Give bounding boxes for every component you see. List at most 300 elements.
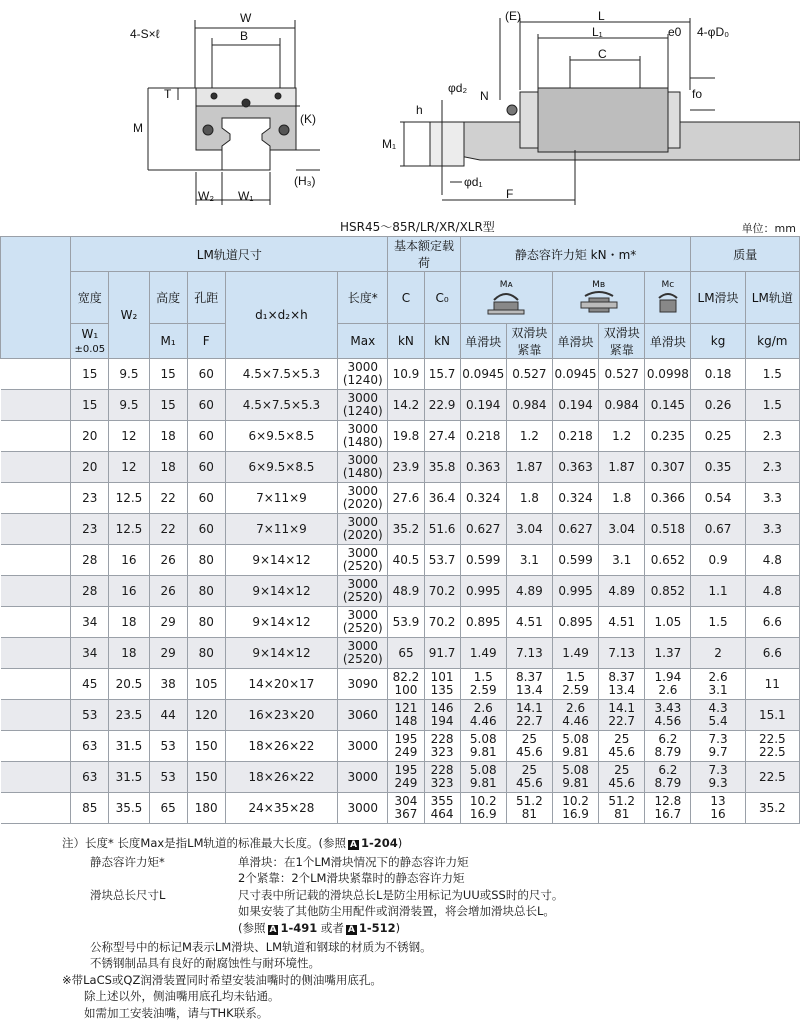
table-cell: 60 — [187, 514, 225, 545]
table-cell: 35.2 — [388, 514, 424, 545]
table-cell: 7×11×9 — [225, 514, 337, 545]
table-cell: 1.2 — [599, 421, 645, 452]
mc-rotation-icon — [653, 290, 683, 316]
model-cell — [1, 359, 71, 390]
table-row — [1, 390, 800, 421]
pitch-header: 孔距 — [187, 272, 225, 324]
label-d0: 4-φD₀ — [697, 25, 730, 39]
table-cell: 60 — [187, 452, 225, 483]
table-cell: 1.5 2.59 — [460, 669, 506, 700]
table-cell: 0.895 — [460, 607, 506, 638]
table-cell: 70.2 — [424, 607, 460, 638]
table-cell: 40.5 — [388, 545, 424, 576]
ma-label: Mᴀ — [499, 279, 513, 290]
table-cell: 85 — [71, 793, 109, 824]
note-block-length-2: 如果安装了其他防尘用配件或润滑装置，将会增加滑块总长L。 — [238, 904, 555, 919]
table-cell: 1.2 — [506, 421, 552, 452]
table-cell: 105 — [187, 669, 225, 700]
ma-rotation-icon — [484, 290, 528, 316]
table-cell: 63 — [71, 762, 109, 793]
block-mass-header: LM滑块 — [691, 272, 745, 324]
table-cell: 3000 (2020) — [338, 514, 388, 545]
width-header: 宽度 — [71, 272, 109, 324]
table-cell: 19.8 — [388, 421, 424, 452]
table-cell: 14.1 22.7 — [506, 700, 552, 731]
table-cell: 1.8 — [506, 483, 552, 514]
model-cell — [1, 607, 71, 638]
note-contact: 如需加工安装油嘴，请与THK联系。 — [84, 1005, 269, 1020]
table-cell: 22.5 22.5 — [745, 731, 799, 762]
table-cell: 16×23×20 — [225, 700, 337, 731]
table-cell: 3000 (1240) — [338, 359, 388, 390]
table-cell: 10.2 16.9 — [460, 793, 506, 824]
mb-single-header: 单滑块 — [552, 324, 598, 359]
table-cell: 53 — [149, 731, 187, 762]
spec-table — [0, 236, 800, 824]
table-cell: 4.8 — [745, 576, 799, 607]
note-block-length: 滑块总长尺寸L 尺寸表中所记载的滑块总长L是防尘用标记为UU或SS时的尺寸。 — [90, 887, 564, 902]
table-cell: 1.37 — [645, 638, 691, 669]
table-cell: 12 — [109, 452, 149, 483]
notes-section — [0, 835, 800, 1022]
w2-header: W₂ — [109, 272, 149, 359]
table-cell: 10.2 16.9 — [552, 793, 598, 824]
model-cell — [1, 576, 71, 607]
table-cell: 3000 (2520) — [338, 607, 388, 638]
table-cell: 12 — [109, 421, 149, 452]
table-cell: 4.3 5.4 — [691, 700, 745, 731]
table-cell: 12.5 — [109, 483, 149, 514]
table-cell: 3000 — [338, 793, 388, 824]
table-cell: 28 — [71, 576, 109, 607]
table-cell: 146 194 — [424, 700, 460, 731]
table-row — [1, 762, 800, 793]
table-cell: 195 249 — [388, 731, 424, 762]
table-cell: 13 16 — [691, 793, 745, 824]
table-cell: 180 — [187, 793, 225, 824]
model-cell — [1, 452, 71, 483]
table-cell: 3000 (1240) — [338, 390, 388, 421]
table-cell: 0.599 — [460, 545, 506, 576]
lm-rail-header: LM轨道尺寸 — [71, 237, 388, 272]
label-f: F — [506, 187, 514, 201]
table-cell: 15 — [71, 359, 109, 390]
table-cell: 0.652 — [645, 545, 691, 576]
table-cell: 27.4 — [424, 421, 460, 452]
table-cell: 31.5 — [109, 762, 149, 793]
table-cell: 6.2 8.79 — [645, 731, 691, 762]
table-cell: 15.1 — [745, 700, 799, 731]
table-cell: 80 — [187, 576, 225, 607]
table-cell: 0.67 — [691, 514, 745, 545]
table-cell: 80 — [187, 607, 225, 638]
table-cell: 3000 (1480) — [338, 421, 388, 452]
table-cell: 25 45.6 — [506, 762, 552, 793]
table-cell: 15 — [71, 390, 109, 421]
note-static-moment-2: 2个紧靠：2个LM滑块紧靠时的静态容许力矩 — [238, 871, 465, 886]
table-cell: 5.08 9.81 — [460, 731, 506, 762]
table-cell: 1.5 2.59 — [552, 669, 598, 700]
table-cell: 91.7 — [424, 638, 460, 669]
table-cell: 2.6 3.1 — [691, 669, 745, 700]
kg-unit-header: kg — [691, 324, 745, 359]
table-cell: 7×11×9 — [225, 483, 337, 514]
table-cell: 9×14×12 — [225, 638, 337, 669]
table-row — [1, 514, 800, 545]
table-cell: 1.49 — [460, 638, 506, 669]
table-body — [1, 359, 800, 824]
c0-header: C₀ — [424, 272, 460, 324]
model-cell — [1, 514, 71, 545]
table-cell: 0.235 — [645, 421, 691, 452]
table-cell: 0.25 — [691, 421, 745, 452]
model-cell — [1, 700, 71, 731]
table-cell: 228 323 — [424, 731, 460, 762]
table-cell: 3000 (2520) — [338, 576, 388, 607]
table-cell: 150 — [187, 731, 225, 762]
table-cell: 4.51 — [599, 607, 645, 638]
table-cell: 1.5 — [745, 359, 799, 390]
table-cell: 7.3 9.3 — [691, 762, 745, 793]
table-cell: 63 — [71, 731, 109, 762]
table-cell: 29 — [149, 638, 187, 669]
table-cell: 82.2 100 — [388, 669, 424, 700]
m1-header: M₁ — [149, 324, 187, 359]
table-cell: 4.51 — [506, 607, 552, 638]
note-lacs: ※带LaCS或QZ润滑装置同时希望安装油嘴时的侧油嘴用底孔。 — [62, 972, 382, 987]
model-cell — [1, 762, 71, 793]
unit-label: 单位：mm — [741, 222, 796, 235]
table-cell: 0.627 — [460, 514, 506, 545]
table-row — [1, 576, 800, 607]
table-cell: 31.5 — [109, 731, 149, 762]
table-cell: 34 — [71, 638, 109, 669]
table-cell: 4.89 — [599, 576, 645, 607]
drawing-svg — [0, 0, 800, 235]
table-cell: 3.43 4.56 — [645, 700, 691, 731]
note-static-moment: 静态容许力矩* 单滑块：在1个LM滑块情况下的静态容许力矩 — [90, 854, 469, 869]
model-cell — [1, 731, 71, 762]
label-b: B — [240, 29, 249, 43]
table-cell: 0.9 — [691, 545, 745, 576]
label-e0: e0 — [668, 25, 682, 39]
table-cell: 1.87 — [599, 452, 645, 483]
table-cell: 0.363 — [460, 452, 506, 483]
label-m: M — [133, 121, 143, 135]
table-cell: 121 148 — [388, 700, 424, 731]
label-d2: φd₂ — [448, 81, 468, 95]
table-cell: 38 — [149, 669, 187, 700]
table-cell: 9.5 — [109, 359, 149, 390]
table-cell: 4.8 — [745, 545, 799, 576]
table-cell: 8.37 13.4 — [599, 669, 645, 700]
table-cell: 22.9 — [424, 390, 460, 421]
ma-double-header: 双滑块紧靠 — [506, 324, 552, 359]
table-cell: 25 45.6 — [599, 731, 645, 762]
table-cell: 0.984 — [506, 390, 552, 421]
mb-rotation-icon — [577, 290, 621, 316]
table-cell: 0.18 — [691, 359, 745, 390]
table-cell: 0.218 — [460, 421, 506, 452]
table-cell: 23 — [71, 483, 109, 514]
table-cell: 1.5 — [745, 390, 799, 421]
table-cell: 27.6 — [388, 483, 424, 514]
table-cell: 10.9 — [388, 359, 424, 390]
table-cell: 0.0998 — [645, 359, 691, 390]
table-cell: 3.1 — [599, 545, 645, 576]
table-cell: 7.13 — [506, 638, 552, 669]
label-fo: fo — [692, 87, 703, 101]
note-block-length-3: (参照 A 1-491 或者 A 1-512) — [238, 920, 401, 935]
table-cell: 6.6 — [745, 607, 799, 638]
model-header-cell — [1, 237, 71, 359]
table-cell: 34 — [71, 607, 109, 638]
table-cell: 65 — [149, 793, 187, 824]
table-cell: 60 — [187, 421, 225, 452]
table-cell: 22 — [149, 483, 187, 514]
c-header: C — [388, 272, 424, 324]
table-cell: 12.5 — [109, 514, 149, 545]
label-w: W — [240, 11, 252, 25]
model-cell — [1, 390, 71, 421]
table-cell: 7.3 9.7 — [691, 731, 745, 762]
table-cell: 0.527 — [599, 359, 645, 390]
table-cell: 65 — [388, 638, 424, 669]
table-cell: 16 — [109, 576, 149, 607]
table-cell: 2.3 — [745, 452, 799, 483]
label-k: (K) — [300, 112, 316, 126]
table-cell: 20 — [71, 421, 109, 452]
table-cell: 6×9.5×8.5 — [225, 421, 337, 452]
table-cell: 1.49 — [552, 638, 598, 669]
table-cell: 8.37 13.4 — [506, 669, 552, 700]
model-cell — [1, 669, 71, 700]
figure-caption: HSR45～85R/LR/XR/XLR型 — [340, 220, 495, 234]
table-row — [1, 421, 800, 452]
table-cell: 35.2 — [745, 793, 799, 824]
table-cell: 70.2 — [424, 576, 460, 607]
table-cell: 53.7 — [424, 545, 460, 576]
table-cell: 12.8 16.7 — [645, 793, 691, 824]
model-cell — [1, 793, 71, 824]
table-cell: 14.2 — [388, 390, 424, 421]
table-cell: 3000 (1480) — [338, 452, 388, 483]
label-e: (E) — [505, 9, 521, 23]
table-row — [1, 359, 800, 390]
table-cell: 80 — [187, 545, 225, 576]
table-row — [1, 607, 800, 638]
table-cell: 24×35×28 — [225, 793, 337, 824]
table-cell: 2.3 — [745, 421, 799, 452]
mb-label: Mʙ — [592, 279, 606, 290]
table-cell: 0.218 — [552, 421, 598, 452]
table-cell: 5.08 9.81 — [460, 762, 506, 793]
table-cell: 4.5×7.5×5.3 — [225, 359, 337, 390]
mb-header — [552, 272, 644, 324]
table-cell: 35.8 — [424, 452, 460, 483]
table-cell: 0.363 — [552, 452, 598, 483]
note-oil-hole: 除上述以外，侧油嘴用底孔均未钻通。 — [84, 989, 280, 1004]
table-row — [1, 452, 800, 483]
label-n: N — [480, 89, 489, 103]
table-cell: 1.8 — [599, 483, 645, 514]
c0-unit-header: kN — [424, 324, 460, 359]
table-cell: 1.94 2.6 — [645, 669, 691, 700]
model-cell — [1, 545, 71, 576]
height-header: 高度 — [149, 272, 187, 324]
table-cell: 23 — [71, 514, 109, 545]
mass-header: 质量 — [691, 237, 800, 272]
model-cell — [1, 421, 71, 452]
table-cell: 36.4 — [424, 483, 460, 514]
table-cell: 80 — [187, 638, 225, 669]
model-cell — [1, 638, 71, 669]
table-cell: 0.895 — [552, 607, 598, 638]
label-w2: W₂ — [198, 189, 214, 203]
table-cell: 3000 (2520) — [338, 638, 388, 669]
table-cell: 101 135 — [424, 669, 460, 700]
table-cell: 53.9 — [388, 607, 424, 638]
f-header: F — [187, 324, 225, 359]
table-cell: 0.995 — [552, 576, 598, 607]
mc-single-header: 单滑块 — [645, 324, 691, 359]
table-cell: 14×20×17 — [225, 669, 337, 700]
table-header — [1, 237, 800, 359]
label-l1: L₁ — [592, 25, 603, 39]
table-cell: 3060 — [338, 700, 388, 731]
table-cell: 3090 — [338, 669, 388, 700]
max-header: Max — [338, 324, 388, 359]
table-cell: 0.599 — [552, 545, 598, 576]
table-cell: 2 — [691, 638, 745, 669]
table-cell: 120 — [187, 700, 225, 731]
table-cell: 4.5×7.5×5.3 — [225, 390, 337, 421]
table-cell: 1.1 — [691, 576, 745, 607]
table-cell: 0.54 — [691, 483, 745, 514]
table-cell: 53 — [149, 762, 187, 793]
ma-single-header: 单滑块 — [460, 324, 506, 359]
table-cell: 0.518 — [645, 514, 691, 545]
table-cell: 1.05 — [645, 607, 691, 638]
table-cell: 18 — [149, 421, 187, 452]
table-cell: 0.366 — [645, 483, 691, 514]
mc-label: Mᴄ — [661, 279, 675, 290]
table-cell: 9×14×12 — [225, 607, 337, 638]
mb-double-header: 双滑块紧靠 — [599, 324, 645, 359]
note-material: 公称型号中的标记M表示LM滑块、LM轨道和钢球的材质为不锈钢。 — [90, 939, 432, 954]
table-cell: 0.527 — [506, 359, 552, 390]
table-cell: 0.194 — [460, 390, 506, 421]
table-cell: 23.9 — [388, 452, 424, 483]
table-row — [1, 483, 800, 514]
table-row — [1, 793, 800, 824]
note-corrosion: 不锈钢制品具有良好的耐腐蚀性与耐环境性。 — [90, 956, 320, 971]
table-row — [1, 545, 800, 576]
static-moment-header: 静态容许力矩 kN・m* — [460, 237, 691, 272]
table-row — [1, 638, 800, 669]
table-cell: 15 — [149, 390, 187, 421]
table-cell: 1.5 — [691, 607, 745, 638]
label-c: C — [598, 47, 607, 61]
table-cell: 20 — [71, 452, 109, 483]
table-cell: 6.6 — [745, 638, 799, 669]
table-cell: 60 — [187, 359, 225, 390]
table-cell: 6.2 8.79 — [645, 762, 691, 793]
table-cell: 1.87 — [506, 452, 552, 483]
table-cell: 25 45.6 — [506, 731, 552, 762]
technical-drawings — [0, 0, 800, 235]
table-cell: 195 249 — [388, 762, 424, 793]
table-cell: 0.145 — [645, 390, 691, 421]
table-cell: 16 — [109, 545, 149, 576]
table-cell: 35.5 — [109, 793, 149, 824]
table-cell: 20.5 — [109, 669, 149, 700]
label-w1: W₁ — [238, 189, 254, 203]
mc-header — [645, 272, 691, 324]
table-cell: 3000 (2020) — [338, 483, 388, 514]
table-cell: 0.0945 — [552, 359, 598, 390]
table-cell: 15.7 — [424, 359, 460, 390]
kgm-unit-header: kg/m — [745, 324, 799, 359]
table-cell: 9×14×12 — [225, 576, 337, 607]
d-header: d₁×d₂×h — [225, 272, 337, 359]
table-cell: 3.04 — [506, 514, 552, 545]
table-row — [1, 700, 800, 731]
table-cell: 0.324 — [460, 483, 506, 514]
table-cell: 25 45.6 — [599, 762, 645, 793]
table-row — [1, 669, 800, 700]
table-cell: 228 323 — [424, 762, 460, 793]
table-cell: 3000 — [338, 762, 388, 793]
table-cell: 0.324 — [552, 483, 598, 514]
table-cell: 0.26 — [691, 390, 745, 421]
label-m1: M₁ — [382, 137, 397, 151]
table-cell: 45 — [71, 669, 109, 700]
table-cell: 5.08 9.81 — [552, 762, 598, 793]
table-cell: 3.3 — [745, 514, 799, 545]
table-cell: 15 — [149, 359, 187, 390]
table-cell: 355 464 — [424, 793, 460, 824]
model-cell — [1, 483, 71, 514]
table-cell: 0.35 — [691, 452, 745, 483]
table-cell: 9.5 — [109, 390, 149, 421]
table-cell: 51.2 81 — [506, 793, 552, 824]
table-cell: 18×26×22 — [225, 762, 337, 793]
table-cell: 26 — [149, 576, 187, 607]
table-cell: 48.9 — [388, 576, 424, 607]
table-cell: 3.1 — [506, 545, 552, 576]
table-cell: 18 — [109, 607, 149, 638]
table-cell: 5.08 9.81 — [552, 731, 598, 762]
table-cell: 0.984 — [599, 390, 645, 421]
table-cell: 0.852 — [645, 576, 691, 607]
table-cell: 51.2 81 — [599, 793, 645, 824]
table-cell: 11 — [745, 669, 799, 700]
label-l: L — [598, 9, 605, 23]
w1-header: W₁ ±0.05 — [71, 324, 109, 359]
label-h: h — [416, 103, 423, 117]
table-cell: 0.194 — [552, 390, 598, 421]
table-cell: 53 — [71, 700, 109, 731]
table-cell: 22.5 — [745, 762, 799, 793]
table-cell: 0.627 — [552, 514, 598, 545]
table-cell: 14.1 22.7 — [599, 700, 645, 731]
table-cell: 0.995 — [460, 576, 506, 607]
table-cell: 304 367 — [388, 793, 424, 824]
c-unit-header: kN — [388, 324, 424, 359]
table-cell: 4.89 — [506, 576, 552, 607]
note-length: 注）长度* 长度Max是指LM轨道的标准最大长度。(参照 A 1-204) — [62, 836, 403, 850]
